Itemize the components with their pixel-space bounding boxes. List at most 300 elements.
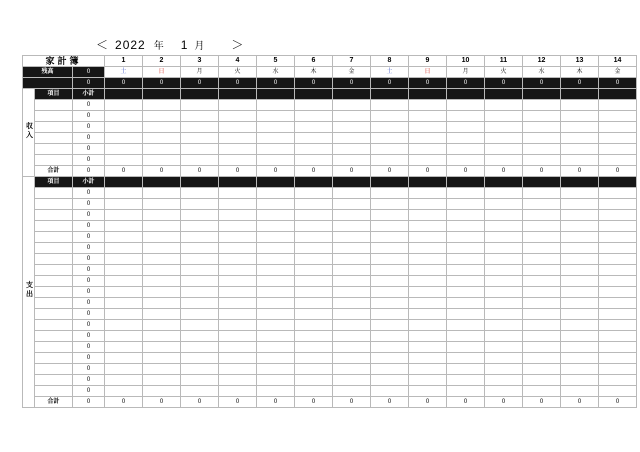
expense-cell-4-11[interactable] xyxy=(485,221,523,232)
balance-value-day-10[interactable]: 0 xyxy=(447,78,485,89)
income-cell-4-14[interactable] xyxy=(599,133,637,144)
expense-cell-11-3[interactable] xyxy=(181,298,219,309)
expense-cell-2-12[interactable] xyxy=(523,199,561,210)
expense-cell-6-4[interactable] xyxy=(219,243,257,254)
expense-cell-18-1[interactable] xyxy=(105,375,143,386)
income-cell-4-3[interactable] xyxy=(181,133,219,144)
income-cell-2-13[interactable] xyxy=(561,111,599,122)
expense-cell-7-14[interactable] xyxy=(599,254,637,265)
expense-cell-14-6[interactable] xyxy=(295,331,333,342)
income-cell-5-4[interactable] xyxy=(219,144,257,155)
income-cell-4-12[interactable] xyxy=(523,133,561,144)
expense-cell-9-4[interactable] xyxy=(219,276,257,287)
income-cell-1-13[interactable] xyxy=(561,100,599,111)
expense-cell-11-12[interactable] xyxy=(523,298,561,309)
expense-cell-17-13[interactable] xyxy=(561,364,599,375)
expense-cell-7-1[interactable] xyxy=(105,254,143,265)
expense-cell-2-6[interactable] xyxy=(295,199,333,210)
expense-subtotal-8[interactable]: 0 xyxy=(73,265,105,276)
expense-cell-18-11[interactable] xyxy=(485,375,523,386)
expense-cell-19-2[interactable] xyxy=(143,386,181,397)
expense-cell-8-11[interactable] xyxy=(485,265,523,276)
expense-cell-4-1[interactable] xyxy=(105,221,143,232)
income-cell-2-5[interactable] xyxy=(257,111,295,122)
expense-cell-17-14[interactable] xyxy=(599,364,637,375)
expense-cell-18-14[interactable] xyxy=(599,375,637,386)
prev-month-button[interactable]: ＜ xyxy=(96,37,110,52)
expense-cell-11-2[interactable] xyxy=(143,298,181,309)
expense-cell-1-8[interactable] xyxy=(371,188,409,199)
expense-cell-1-5[interactable] xyxy=(257,188,295,199)
expense-item-input-19[interactable] xyxy=(35,386,73,397)
expense-cell-11-7[interactable] xyxy=(333,298,371,309)
income-item-input-3[interactable] xyxy=(35,122,73,133)
expense-subtotal-18[interactable]: 0 xyxy=(73,375,105,386)
expense-cell-16-13[interactable] xyxy=(561,353,599,364)
expense-cell-10-5[interactable] xyxy=(257,287,295,298)
income-cell-6-1[interactable] xyxy=(105,155,143,166)
income-cell-3-2[interactable] xyxy=(143,122,181,133)
expense-cell-15-13[interactable] xyxy=(561,342,599,353)
expense-cell-11-8[interactable] xyxy=(371,298,409,309)
expense-cell-13-13[interactable] xyxy=(561,320,599,331)
expense-cell-9-5[interactable] xyxy=(257,276,295,287)
expense-cell-1-4[interactable] xyxy=(219,188,257,199)
expense-cell-4-8[interactable] xyxy=(371,221,409,232)
income-cell-1-12[interactable] xyxy=(523,100,561,111)
income-cell-6-9[interactable] xyxy=(409,155,447,166)
expense-cell-18-10[interactable] xyxy=(447,375,485,386)
expense-cell-15-2[interactable] xyxy=(143,342,181,353)
expense-cell-17-4[interactable] xyxy=(219,364,257,375)
expense-cell-3-3[interactable] xyxy=(181,210,219,221)
expense-cell-13-6[interactable] xyxy=(295,320,333,331)
expense-cell-18-9[interactable] xyxy=(409,375,447,386)
expense-cell-13-11[interactable] xyxy=(485,320,523,331)
income-cell-4-13[interactable] xyxy=(561,133,599,144)
expense-cell-10-3[interactable] xyxy=(181,287,219,298)
expense-subtotal-14[interactable]: 0 xyxy=(73,331,105,342)
expense-cell-7-2[interactable] xyxy=(143,254,181,265)
expense-cell-19-11[interactable] xyxy=(485,386,523,397)
income-cell-6-10[interactable] xyxy=(447,155,485,166)
expense-cell-19-8[interactable] xyxy=(371,386,409,397)
expense-cell-2-1[interactable] xyxy=(105,199,143,210)
expense-cell-3-4[interactable] xyxy=(219,210,257,221)
income-cell-6-5[interactable] xyxy=(257,155,295,166)
expense-cell-11-6[interactable] xyxy=(295,298,333,309)
expense-item-input-10[interactable] xyxy=(35,287,73,298)
expense-cell-10-12[interactable] xyxy=(523,287,561,298)
expense-cell-16-3[interactable] xyxy=(181,353,219,364)
income-item-input-4[interactable] xyxy=(35,133,73,144)
expense-item-input-1[interactable] xyxy=(35,188,73,199)
expense-cell-13-8[interactable] xyxy=(371,320,409,331)
income-cell-4-6[interactable] xyxy=(295,133,333,144)
expense-cell-3-6[interactable] xyxy=(295,210,333,221)
expense-cell-6-6[interactable] xyxy=(295,243,333,254)
income-cell-5-2[interactable] xyxy=(143,144,181,155)
expense-cell-13-1[interactable] xyxy=(105,320,143,331)
income-cell-3-4[interactable] xyxy=(219,122,257,133)
balance-value-day-3[interactable]: 0 xyxy=(181,78,219,89)
income-cell-1-4[interactable] xyxy=(219,100,257,111)
income-cell-2-4[interactable] xyxy=(219,111,257,122)
expense-cell-12-6[interactable] xyxy=(295,309,333,320)
income-cell-4-4[interactable] xyxy=(219,133,257,144)
expense-cell-9-14[interactable] xyxy=(599,276,637,287)
expense-cell-6-11[interactable] xyxy=(485,243,523,254)
expense-cell-18-5[interactable] xyxy=(257,375,295,386)
expense-cell-1-1[interactable] xyxy=(105,188,143,199)
expense-cell-6-12[interactable] xyxy=(523,243,561,254)
expense-cell-7-12[interactable] xyxy=(523,254,561,265)
expense-cell-19-9[interactable] xyxy=(409,386,447,397)
expense-cell-8-10[interactable] xyxy=(447,265,485,276)
expense-cell-14-3[interactable] xyxy=(181,331,219,342)
income-cell-6-11[interactable] xyxy=(485,155,523,166)
expense-cell-5-14[interactable] xyxy=(599,232,637,243)
expense-cell-14-9[interactable] xyxy=(409,331,447,342)
expense-cell-6-13[interactable] xyxy=(561,243,599,254)
expense-cell-16-6[interactable] xyxy=(295,353,333,364)
expense-cell-3-10[interactable] xyxy=(447,210,485,221)
income-cell-1-1[interactable] xyxy=(105,100,143,111)
expense-cell-15-6[interactable] xyxy=(295,342,333,353)
income-cell-5-1[interactable] xyxy=(105,144,143,155)
expense-cell-4-13[interactable] xyxy=(561,221,599,232)
expense-cell-12-8[interactable] xyxy=(371,309,409,320)
expense-cell-5-13[interactable] xyxy=(561,232,599,243)
expense-cell-19-10[interactable] xyxy=(447,386,485,397)
balance-value-total[interactable]: 0 xyxy=(73,78,105,89)
income-item-input-1[interactable] xyxy=(35,100,73,111)
expense-cell-10-8[interactable] xyxy=(371,287,409,298)
expense-cell-17-9[interactable] xyxy=(409,364,447,375)
expense-subtotal-13[interactable]: 0 xyxy=(73,320,105,331)
expense-cell-8-2[interactable] xyxy=(143,265,181,276)
balance-value-day-8[interactable]: 0 xyxy=(371,78,409,89)
expense-subtotal-2[interactable]: 0 xyxy=(73,199,105,210)
expense-cell-17-3[interactable] xyxy=(181,364,219,375)
expense-cell-5-10[interactable] xyxy=(447,232,485,243)
income-cell-3-11[interactable] xyxy=(485,122,523,133)
expense-cell-6-10[interactable] xyxy=(447,243,485,254)
expense-cell-10-9[interactable] xyxy=(409,287,447,298)
expense-cell-7-4[interactable] xyxy=(219,254,257,265)
expense-cell-19-1[interactable] xyxy=(105,386,143,397)
expense-cell-16-1[interactable] xyxy=(105,353,143,364)
expense-cell-18-12[interactable] xyxy=(523,375,561,386)
income-subtotal-3[interactable]: 0 xyxy=(73,122,105,133)
expense-cell-4-14[interactable] xyxy=(599,221,637,232)
expense-cell-13-3[interactable] xyxy=(181,320,219,331)
expense-cell-12-11[interactable] xyxy=(485,309,523,320)
income-cell-3-12[interactable] xyxy=(523,122,561,133)
expense-cell-19-5[interactable] xyxy=(257,386,295,397)
income-cell-3-14[interactable] xyxy=(599,122,637,133)
expense-cell-17-12[interactable] xyxy=(523,364,561,375)
expense-item-input-12[interactable] xyxy=(35,309,73,320)
expense-cell-19-13[interactable] xyxy=(561,386,599,397)
expense-cell-18-8[interactable] xyxy=(371,375,409,386)
expense-cell-4-12[interactable] xyxy=(523,221,561,232)
balance-value-day-12[interactable]: 0 xyxy=(523,78,561,89)
expense-cell-16-4[interactable] xyxy=(219,353,257,364)
expense-cell-1-14[interactable] xyxy=(599,188,637,199)
expense-cell-15-12[interactable] xyxy=(523,342,561,353)
income-cell-2-1[interactable] xyxy=(105,111,143,122)
expense-cell-15-11[interactable] xyxy=(485,342,523,353)
expense-cell-12-3[interactable] xyxy=(181,309,219,320)
income-subtotal-6[interactable]: 0 xyxy=(73,155,105,166)
income-cell-4-9[interactable] xyxy=(409,133,447,144)
expense-cell-7-8[interactable] xyxy=(371,254,409,265)
expense-cell-7-11[interactable] xyxy=(485,254,523,265)
expense-cell-2-7[interactable] xyxy=(333,199,371,210)
income-cell-4-5[interactable] xyxy=(257,133,295,144)
expense-item-input-13[interactable] xyxy=(35,320,73,331)
expense-cell-4-2[interactable] xyxy=(143,221,181,232)
expense-cell-17-7[interactable] xyxy=(333,364,371,375)
balance-value-day-4[interactable]: 0 xyxy=(219,78,257,89)
income-item-input-6[interactable] xyxy=(35,155,73,166)
expense-cell-9-12[interactable] xyxy=(523,276,561,287)
expense-cell-17-11[interactable] xyxy=(485,364,523,375)
expense-cell-6-5[interactable] xyxy=(257,243,295,254)
income-cell-4-11[interactable] xyxy=(485,133,523,144)
expense-cell-12-12[interactable] xyxy=(523,309,561,320)
income-cell-3-3[interactable] xyxy=(181,122,219,133)
expense-cell-11-1[interactable] xyxy=(105,298,143,309)
expense-cell-1-6[interactable] xyxy=(295,188,333,199)
income-cell-2-10[interactable] xyxy=(447,111,485,122)
expense-item-input-11[interactable] xyxy=(35,298,73,309)
income-cell-4-8[interactable] xyxy=(371,133,409,144)
expense-cell-4-4[interactable] xyxy=(219,221,257,232)
expense-cell-17-10[interactable] xyxy=(447,364,485,375)
expense-cell-4-9[interactable] xyxy=(409,221,447,232)
expense-cell-16-12[interactable] xyxy=(523,353,561,364)
expense-item-input-8[interactable] xyxy=(35,265,73,276)
income-cell-6-4[interactable] xyxy=(219,155,257,166)
expense-cell-18-7[interactable] xyxy=(333,375,371,386)
expense-cell-7-10[interactable] xyxy=(447,254,485,265)
month-value[interactable]: 1 xyxy=(180,37,189,52)
expense-cell-8-6[interactable] xyxy=(295,265,333,276)
expense-cell-1-11[interactable] xyxy=(485,188,523,199)
expense-cell-8-12[interactable] xyxy=(523,265,561,276)
expense-cell-10-14[interactable] xyxy=(599,287,637,298)
expense-cell-1-2[interactable] xyxy=(143,188,181,199)
income-cell-3-5[interactable] xyxy=(257,122,295,133)
expense-cell-10-10[interactable] xyxy=(447,287,485,298)
expense-cell-2-14[interactable] xyxy=(599,199,637,210)
expense-cell-14-7[interactable] xyxy=(333,331,371,342)
expense-cell-2-2[interactable] xyxy=(143,199,181,210)
income-cell-6-7[interactable] xyxy=(333,155,371,166)
income-cell-5-10[interactable] xyxy=(447,144,485,155)
expense-cell-19-4[interactable] xyxy=(219,386,257,397)
income-cell-2-7[interactable] xyxy=(333,111,371,122)
expense-cell-12-14[interactable] xyxy=(599,309,637,320)
expense-cell-5-12[interactable] xyxy=(523,232,561,243)
expense-cell-11-11[interactable] xyxy=(485,298,523,309)
income-subtotal-2[interactable]: 0 xyxy=(73,111,105,122)
income-cell-2-9[interactable] xyxy=(409,111,447,122)
expense-cell-9-9[interactable] xyxy=(409,276,447,287)
expense-cell-3-14[interactable] xyxy=(599,210,637,221)
expense-item-input-6[interactable] xyxy=(35,243,73,254)
expense-cell-3-11[interactable] xyxy=(485,210,523,221)
year-value[interactable]: 2022 xyxy=(115,37,146,52)
income-cell-6-2[interactable] xyxy=(143,155,181,166)
balance-value-day-6[interactable]: 0 xyxy=(295,78,333,89)
expense-cell-14-10[interactable] xyxy=(447,331,485,342)
expense-cell-14-5[interactable] xyxy=(257,331,295,342)
expense-cell-9-13[interactable] xyxy=(561,276,599,287)
expense-cell-10-2[interactable] xyxy=(143,287,181,298)
income-cell-3-9[interactable] xyxy=(409,122,447,133)
expense-cell-8-8[interactable] xyxy=(371,265,409,276)
expense-cell-15-5[interactable] xyxy=(257,342,295,353)
expense-cell-8-4[interactable] xyxy=(219,265,257,276)
expense-cell-7-7[interactable] xyxy=(333,254,371,265)
expense-cell-3-1[interactable] xyxy=(105,210,143,221)
expense-cell-4-10[interactable] xyxy=(447,221,485,232)
expense-cell-4-6[interactable] xyxy=(295,221,333,232)
income-cell-1-7[interactable] xyxy=(333,100,371,111)
income-cell-5-9[interactable] xyxy=(409,144,447,155)
expense-cell-11-4[interactable] xyxy=(219,298,257,309)
expense-cell-11-13[interactable] xyxy=(561,298,599,309)
expense-cell-9-10[interactable] xyxy=(447,276,485,287)
income-cell-4-7[interactable] xyxy=(333,133,371,144)
expense-cell-5-1[interactable] xyxy=(105,232,143,243)
expense-subtotal-6[interactable]: 0 xyxy=(73,243,105,254)
expense-item-input-15[interactable] xyxy=(35,342,73,353)
expense-cell-15-8[interactable] xyxy=(371,342,409,353)
expense-cell-9-7[interactable] xyxy=(333,276,371,287)
expense-cell-9-8[interactable] xyxy=(371,276,409,287)
expense-cell-12-7[interactable] xyxy=(333,309,371,320)
expense-cell-8-3[interactable] xyxy=(181,265,219,276)
income-cell-5-6[interactable] xyxy=(295,144,333,155)
expense-cell-7-13[interactable] xyxy=(561,254,599,265)
expense-cell-13-4[interactable] xyxy=(219,320,257,331)
income-cell-1-6[interactable] xyxy=(295,100,333,111)
expense-cell-7-9[interactable] xyxy=(409,254,447,265)
expense-cell-8-1[interactable] xyxy=(105,265,143,276)
expense-cell-17-1[interactable] xyxy=(105,364,143,375)
income-cell-6-6[interactable] xyxy=(295,155,333,166)
expense-cell-1-3[interactable] xyxy=(181,188,219,199)
income-cell-1-8[interactable] xyxy=(371,100,409,111)
expense-subtotal-4[interactable]: 0 xyxy=(73,221,105,232)
expense-cell-16-8[interactable] xyxy=(371,353,409,364)
expense-cell-12-9[interactable] xyxy=(409,309,447,320)
expense-subtotal-16[interactable]: 0 xyxy=(73,353,105,364)
income-cell-2-6[interactable] xyxy=(295,111,333,122)
expense-cell-9-2[interactable] xyxy=(143,276,181,287)
expense-cell-13-9[interactable] xyxy=(409,320,447,331)
expense-cell-19-6[interactable] xyxy=(295,386,333,397)
expense-cell-2-9[interactable] xyxy=(409,199,447,210)
income-cell-4-10[interactable] xyxy=(447,133,485,144)
expense-cell-15-14[interactable] xyxy=(599,342,637,353)
expense-cell-15-10[interactable] xyxy=(447,342,485,353)
expense-cell-7-3[interactable] xyxy=(181,254,219,265)
expense-cell-15-4[interactable] xyxy=(219,342,257,353)
expense-cell-18-13[interactable] xyxy=(561,375,599,386)
expense-cell-2-8[interactable] xyxy=(371,199,409,210)
expense-cell-5-3[interactable] xyxy=(181,232,219,243)
expense-cell-16-9[interactable] xyxy=(409,353,447,364)
expense-cell-16-5[interactable] xyxy=(257,353,295,364)
expense-item-input-3[interactable] xyxy=(35,210,73,221)
income-subtotal-5[interactable]: 0 xyxy=(73,144,105,155)
income-cell-3-8[interactable] xyxy=(371,122,409,133)
expense-cell-3-2[interactable] xyxy=(143,210,181,221)
expense-cell-14-12[interactable] xyxy=(523,331,561,342)
income-cell-6-14[interactable] xyxy=(599,155,637,166)
income-cell-1-9[interactable] xyxy=(409,100,447,111)
expense-cell-4-5[interactable] xyxy=(257,221,295,232)
expense-cell-6-9[interactable] xyxy=(409,243,447,254)
expense-cell-13-7[interactable] xyxy=(333,320,371,331)
income-cell-3-1[interactable] xyxy=(105,122,143,133)
expense-cell-15-1[interactable] xyxy=(105,342,143,353)
expense-item-input-17[interactable] xyxy=(35,364,73,375)
expense-cell-5-9[interactable] xyxy=(409,232,447,243)
income-cell-6-8[interactable] xyxy=(371,155,409,166)
expense-cell-14-2[interactable] xyxy=(143,331,181,342)
expense-cell-15-3[interactable] xyxy=(181,342,219,353)
income-cell-5-11[interactable] xyxy=(485,144,523,155)
balance-value-day-11[interactable]: 0 xyxy=(485,78,523,89)
balance-value-day-7[interactable]: 0 xyxy=(333,78,371,89)
expense-cell-13-14[interactable] xyxy=(599,320,637,331)
expense-cell-19-14[interactable] xyxy=(599,386,637,397)
income-cell-6-3[interactable] xyxy=(181,155,219,166)
expense-cell-5-8[interactable] xyxy=(371,232,409,243)
expense-cell-9-6[interactable] xyxy=(295,276,333,287)
income-cell-3-7[interactable] xyxy=(333,122,371,133)
income-cell-1-11[interactable] xyxy=(485,100,523,111)
expense-cell-7-5[interactable] xyxy=(257,254,295,265)
income-item-input-2[interactable] xyxy=(35,111,73,122)
expense-subtotal-7[interactable]: 0 xyxy=(73,254,105,265)
expense-cell-18-6[interactable] xyxy=(295,375,333,386)
expense-cell-14-8[interactable] xyxy=(371,331,409,342)
expense-cell-12-1[interactable] xyxy=(105,309,143,320)
income-cell-4-2[interactable] xyxy=(143,133,181,144)
income-cell-5-5[interactable] xyxy=(257,144,295,155)
income-cell-1-3[interactable] xyxy=(181,100,219,111)
expense-cell-1-7[interactable] xyxy=(333,188,371,199)
expense-subtotal-10[interactable]: 0 xyxy=(73,287,105,298)
expense-item-input-14[interactable] xyxy=(35,331,73,342)
expense-cell-12-13[interactable] xyxy=(561,309,599,320)
income-cell-5-3[interactable] xyxy=(181,144,219,155)
expense-cell-10-4[interactable] xyxy=(219,287,257,298)
expense-cell-2-3[interactable] xyxy=(181,199,219,210)
income-cell-4-1[interactable] xyxy=(105,133,143,144)
expense-cell-1-9[interactable] xyxy=(409,188,447,199)
expense-subtotal-12[interactable]: 0 xyxy=(73,309,105,320)
expense-cell-14-4[interactable] xyxy=(219,331,257,342)
income-subtotal-1[interactable]: 0 xyxy=(73,100,105,111)
